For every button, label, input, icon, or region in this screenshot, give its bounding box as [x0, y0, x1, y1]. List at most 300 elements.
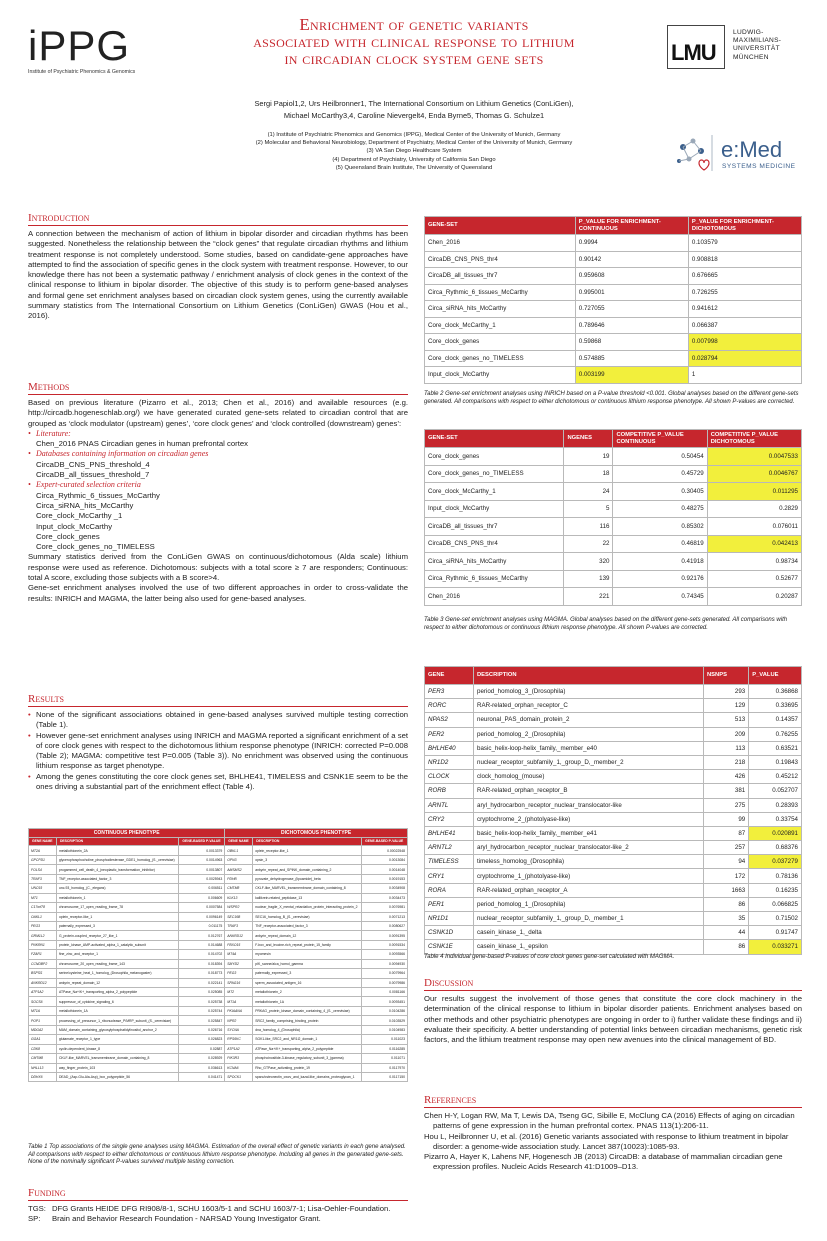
ippg-logo-subtitle: Institute of Psychiatric Phenomics & Genomics [28, 69, 136, 75]
table1-cell: 0.006511 [179, 884, 225, 893]
table1-caption: Table 1 Top associations of the single gene analyses using MAGMA. Estimation of the overall effect of genetic variants in each gene analysed. All comparisons with respect to either dichotomous or continuous lithium response phenotype. Including all genes in the generated gene-sets. None of the nominally significant P-values survived multiple testing correction. [28, 1144, 406, 1166]
table1-cell: unc-93_homolog_(C._elegans) [56, 884, 178, 893]
table1-cell: SOCS6 [29, 997, 57, 1006]
table1-cell: 0.011023 [362, 1035, 408, 1044]
table2-cell: 0.90142 [575, 251, 688, 268]
table1-cell: paternally_expressed_3 [56, 921, 178, 930]
table-row [29, 846, 408, 855]
lmu-logo-box [667, 25, 725, 69]
table2-cell: 0.066387 [688, 317, 801, 334]
gene-set-groups [28, 429, 408, 553]
group-item: Circa_siRNA_hits_McCarthy [36, 500, 134, 510]
table1-cell: CDK8 [29, 1044, 57, 1053]
table2-header-cell: P_VALUE FOR ENRICHMENT- DICHOTOMOUS [688, 217, 801, 235]
table4-header-row [425, 667, 802, 685]
table4-cell: cryptochrome_1_(photolyase-like) [474, 869, 704, 883]
emed-network-icon [671, 133, 713, 173]
reference-item: Hou L, Heilbronner U, et al. (2016) Genetic variants associated with response to lithium treatment in bipolar disorder: a genome-wide association study. Lancet 387(10023):1085-93. [424, 1131, 789, 1151]
table4-cell: 0.33754 [749, 812, 802, 826]
table1-cell: 0.0034908 [362, 884, 408, 893]
table4-cell: TIMELESS [425, 855, 474, 869]
table3-cell: 221 [564, 588, 613, 606]
methods-section [28, 381, 408, 604]
table1-cell: MT2A [29, 846, 57, 855]
table1-cell: OAKL1 [29, 912, 57, 921]
table1-group-right: DICHOTOMOUS PHENOTYPE [225, 829, 408, 838]
table1-cell: TRAF3 [225, 921, 253, 930]
table1-cell: C17orf78 [29, 903, 57, 912]
table1-cell: PRKAG_protein_kinase_domain_containing_4_(S._cerevisiae) [253, 1006, 362, 1015]
table-row [29, 997, 408, 1006]
group-item: Circa_Rythmic_6_tissues_McCarthy [36, 490, 160, 500]
table-row [425, 334, 802, 351]
group-item: Core_clock_McCarthy _1 [36, 511, 123, 521]
table4-cell: NR1D2 [425, 755, 474, 769]
table-row [425, 826, 802, 840]
table-row [425, 897, 802, 911]
table4-cell: 86 [703, 897, 748, 911]
table-row [425, 784, 802, 798]
table1-cell: OBKL1 [225, 846, 253, 855]
table4 [424, 666, 802, 955]
table3-header-cell: COMPETITIVE P_VALUE CONTINUOUS [613, 430, 707, 448]
table2-cell: 0.908818 [688, 251, 801, 268]
table2-cell: Circa_Rythmic_6_tissues_McCarthy [425, 284, 576, 301]
table3-cell: 0.011295 [707, 483, 801, 501]
table1-cell: SEC16B [225, 912, 253, 921]
table1-cell: 0.025085 [179, 988, 225, 997]
table1-cell: ankyrin_repeat_and_SPINK_domain_containing_2 [253, 865, 362, 874]
table-row [425, 755, 802, 769]
table-row [425, 483, 802, 501]
table-row [425, 685, 802, 699]
table3-cell: 0.20287 [707, 588, 801, 606]
lmu-text-line: LUDWIG- [733, 29, 764, 36]
table3-cell: 0.042413 [707, 535, 801, 553]
table1-cell: oplein_receptor-like_1 [253, 846, 362, 855]
table1-cell: 0.012767 [179, 931, 225, 940]
table1-header-cell: GENE-BASED P-VALUE [179, 838, 225, 846]
table4-cell: 172 [703, 869, 748, 883]
table1-cell: serine/cysteine_heat_1_homolog_(Drosophila_melanogaster) [56, 969, 178, 978]
table1-cell: 0.0013084 [362, 855, 408, 864]
table4-cell: RORA [425, 883, 474, 897]
ippg-logo [28, 22, 140, 75]
table4-cell: RORB [425, 784, 474, 798]
table2-cell: Core_clock_genes_no_TIMELESS [425, 350, 576, 367]
table-row [425, 727, 802, 741]
table4-grid [424, 666, 802, 955]
table2-cell: 0.727055 [575, 301, 688, 318]
table3-cell: 24 [564, 483, 613, 501]
table1-cell: metallothionein_2 [253, 988, 362, 997]
table1-cell: PEG3 [225, 969, 253, 978]
table-row [29, 931, 408, 940]
table1-cell: 0.0091395 [362, 931, 408, 940]
table2-cell: Input_clock_McCarthy [425, 367, 576, 384]
authors-line: Sergi Papiol1,2, Urs Heilbronner1, The International Consortium on Lithium Genetics (ConLiGen), [254, 99, 574, 108]
poster-title [205, 16, 623, 67]
lmu-text-line: MÜNCHEN [733, 53, 769, 61]
results-bullet: • Among the genes constituting the core clock genes set, BHLHE41, TIMELESS and CSNK1E seem to be the ones driving a substantial part of the enrichment effect (Table 4). [28, 772, 408, 793]
table4-cell: 381 [703, 784, 748, 798]
table2-cell: 0.676665 [688, 268, 801, 285]
table4-cell: CRY2 [425, 812, 474, 826]
table2-cell: 0.959608 [575, 268, 688, 285]
methods-enrichment-text: Gene-set enrichment analyses involved the use of two different approaches in order to cross-validate the results: INRICH and MAGMA, the latter being also used for gene-based analyses. [28, 583, 408, 603]
table2-cell: CircaDB_CNS_PNS_thr4 [425, 251, 576, 268]
emed-logo [671, 133, 811, 173]
affiliation: (5) Queensland Brain Institute, The University of Queensland [335, 164, 493, 171]
table1-cell: 0.028929 [179, 1054, 225, 1063]
table1-cell: ANKRD12 [29, 978, 57, 987]
lmu-logo-text [733, 29, 781, 62]
title-line: associated with clinical response to lithium [253, 32, 575, 51]
table1-cell: chromosome_17_open_reading_frame_78 [56, 903, 178, 912]
table2-cell: Circa_siRNA_hits_McCarthy [425, 301, 576, 318]
lmu-text-line: UNIVERSITÄT [733, 45, 780, 53]
table1-cell: metallothionein_1 [56, 893, 178, 902]
table3 [424, 429, 802, 606]
table1-cell: ATP1A2 [225, 1044, 253, 1053]
funding-heading: Funding [28, 1187, 408, 1201]
introduction-section [28, 212, 408, 322]
table-row [29, 884, 408, 893]
table2 [424, 216, 802, 384]
table-row [425, 812, 802, 826]
table4-cell: 0.78136 [749, 869, 802, 883]
table1-group-left: CONTINUOUS PHENOTYPE [29, 829, 225, 838]
table1-cell: 0.0013379 [179, 846, 225, 855]
table2-cell: 0.9994 [575, 235, 688, 252]
table4-cell: 293 [703, 685, 748, 699]
table-row [425, 588, 802, 606]
table1-cell: 0.026823 [179, 1035, 225, 1044]
table1-cell: 0.0081166 [362, 988, 408, 997]
table-row [425, 699, 802, 713]
table4-cell: 0.36868 [749, 685, 802, 699]
lmu-text-line: MAXIMILIANS- [733, 37, 782, 45]
table2-cell: 1 [688, 367, 801, 384]
table1-cell: sparc/osteonectin_cwcv_and_kazal-like_domains_proteoglycan_1 [253, 1072, 362, 1081]
funding-section [28, 1187, 408, 1225]
table1-cell: 0.022141 [179, 978, 225, 987]
group-label: • Expert-curated selection criteria [28, 480, 408, 490]
table2-header-cell: GENE-SET [425, 217, 576, 235]
table3-cell: 0.92176 [613, 570, 707, 588]
table4-cell: BHLHE40 [425, 741, 474, 755]
table4-cell: 209 [703, 727, 748, 741]
table4-cell: 0.68376 [749, 841, 802, 855]
table-row [425, 317, 802, 334]
table3-cell: 116 [564, 518, 613, 536]
table-row [425, 883, 802, 897]
table-row [425, 570, 802, 588]
table2-cell: 0.028794 [688, 350, 801, 367]
table1-cell: 0.0096149 [179, 912, 225, 921]
table4-cell: basic_helix-loop-helix_family,_member_e41 [474, 826, 704, 840]
table4-cell: 0.76255 [749, 727, 802, 741]
table1-cell: SRC2_family_comprising_binding_protein [253, 1016, 362, 1025]
table-row [425, 798, 802, 812]
table4-cell: 0.63521 [749, 741, 802, 755]
table4-header-cell: GENE [425, 667, 474, 685]
table1-cell: 0.025738 [179, 997, 225, 1006]
table1-cell: 0.0013807 [179, 865, 225, 874]
table3-cell: Core_clock_genes [425, 448, 564, 466]
table1-cell: dna_homolog_4_(Drosophila) [253, 1025, 362, 1034]
table3-cell: 18 [564, 465, 613, 483]
table3-cell: 0.0046767 [707, 465, 801, 483]
table1-cell: cyclin-dependent_kinase_8 [56, 1044, 178, 1053]
table1-cell: SEC16_homolog_B_(S._cerevisiae) [253, 912, 362, 921]
table1-cell: 0.025744 [179, 1006, 225, 1015]
table3-cell: Core_clock_genes_no_TIMELESS [425, 465, 564, 483]
results-bullet: • None of the significant associations obtained in gene-based analyses survived multiple testing correction (Table 1). [28, 710, 408, 731]
table1-cell: GPCPD1 [29, 855, 57, 864]
table-row [29, 1072, 408, 1081]
table3-caption: Table 3 Gene-set enrichment analyses using MAGMA. Global analyses based on the different gene-sets generated. All comparisons with respect to either dichotomous or continuous lithium response phenotype. All shown P-values are corrected. [424, 617, 788, 631]
table1-cell: TRAF3 [29, 874, 57, 883]
table1-cell: OPN3 [225, 855, 253, 864]
table-row [425, 940, 802, 954]
group-item: CircaDB_CNS_PNS_threshold_4 [36, 459, 150, 469]
introduction-text: A connection between the mechanism of action of lithium in bipolar disorder and circadian rhythms has been suggested. Nonetheless the relationship between the “clock genes” that regulate circadian rhythms and lithium treatment response is not completely understood. Some studies, based on candidate-gene approaches have attempted to find the association of specific genes in the clock system with treatment response. However, to our knowledge there has not been a systematic pathway / enrichment analysis of clock genes in the context of the clinical response to lithium in bipolar disorder. The objective of this study is to perform gene-based analyses and formal gene set enrichment analyses based on circadian clock system genes, using the currently available summary statistics from The International Consortium on Lithium Genetics (ConLiGen) GWAS (Hou et al., 2016). [28, 229, 408, 321]
table1-cell: 0.0104983 [362, 1025, 408, 1034]
table-row [29, 1054, 408, 1063]
table1-cell: ATPase_Na+/K+_transporting_alpha_2_polypeptide [253, 1044, 362, 1053]
table1-cell: ANKRD12 [225, 931, 253, 940]
table4-cell: timeless_homolog_(Drosophila) [474, 855, 704, 869]
table-row [29, 1063, 408, 1072]
reference-item: Chen H-Y, Logan RW, Ma T, Lewis DA, Tseng GC, Sibille E, McClung CA (2016) Effects of aging on circadian patterns of gene expression in the human prefrontal cortex. PNAS 113(1):206-11. [424, 1111, 795, 1131]
table1-cell: PDHB [225, 874, 253, 883]
table4-cell: neuronal_PAS_domain_protein_2 [474, 713, 704, 727]
table3-cell: 139 [564, 570, 613, 588]
table1-cell: SPOCK1 [225, 1072, 253, 1081]
table3-cell: 0.50454 [613, 448, 707, 466]
table4-cell: basic_helix-loop-helix_family,_member_e40 [474, 741, 704, 755]
table1-cell: pyruvate_dehydrogenase_(lipoamide)_beta [253, 874, 362, 883]
table1-cell: phosphoinositide-3-kinase_regulatory_subunit_3_(gamma) [253, 1054, 362, 1063]
table4-cell: 0.052707 [749, 784, 802, 798]
table2-cell: 0.007998 [688, 334, 801, 351]
table1-cell: ATPase_Na+/K+_transporting_alpha_2_polypeptide [56, 988, 178, 997]
table2-cell: 0.574885 [575, 350, 688, 367]
table3-cell: 19 [564, 448, 613, 466]
table4-cell: RAR-related_orphan_receptor_B [474, 784, 704, 798]
table1-cell: SYCNA [225, 1025, 253, 1034]
table4-header-cell: P_VALUE [749, 667, 802, 685]
table2-cell: 0.995001 [575, 284, 688, 301]
table4-cell: 113 [703, 741, 748, 755]
table1-cell: MT1A [225, 997, 253, 1006]
table3-cell: CircaDB_all_tissues_thr7 [425, 518, 564, 536]
table1-cell: nuclear_fragile_X_mental_retardation_protein_interacting_protein_2 [253, 903, 362, 912]
table1-cell: 0.014702 [179, 950, 225, 959]
table1-cell: PKIAANA [225, 1006, 253, 1015]
funding-value: DFG Grants HEIDE DFG RI908/8-1, SCHU 1603/5-1 and SCHU 1603/7-1; Lisa-Oehler-Foundation. [52, 1204, 391, 1213]
affiliation: (1) Institute of Psychiatric Phenomics and Genomics (IPPG), Medical Center of the University of Munich, Germany [267, 132, 561, 138]
table1-cell: MT4A [225, 950, 253, 959]
table1-cell: AMSMS2 [225, 865, 253, 874]
table-row [425, 855, 802, 869]
funding-key: SP: [28, 1214, 41, 1224]
discussion-heading: Discussion [424, 977, 802, 991]
table1-cell: 0.0091534 [362, 940, 408, 949]
table-row [425, 268, 802, 285]
table-row [29, 912, 408, 921]
table1-cell: suppressor_of_cytokine_signaling_6 [56, 997, 178, 1006]
methods-summary-text: Summary statistics derived from the ConLiGen GWAS on continuous/dichotomous (Alda scale) lithium response were used as reference. Dichotomous: subjects with a total score ≥ 7 are responders; Continuous: total A score, excluding those subjects with a B score>4. [28, 552, 408, 583]
table1-cell: 0.0014048 [362, 865, 408, 874]
table2-cell: Core_clock_genes [425, 334, 576, 351]
table4-cell: 426 [703, 770, 748, 784]
group-label: • Databases containing information on circadian genes [28, 449, 408, 459]
affiliation: (2) Molecular and Behavioral Neurobiology, Department of Psychiatry, Medical Center of the University of Munich, Germany [255, 140, 573, 147]
table1-header-cell: GENE NAME [225, 838, 253, 846]
table4-cell: nuclear_receptor_subfamily_1,_group_D,_member_1 [474, 912, 704, 926]
table4-cell: 0.28393 [749, 798, 802, 812]
table1-cell: WSPR2 [225, 903, 253, 912]
discussion-section [424, 977, 802, 1045]
group-item: Input_clock_McCarthy [36, 521, 113, 531]
table1-cell: 0.018773 [179, 969, 225, 978]
table2-cell: CircaDB_all_tissues_thr7 [425, 268, 576, 285]
table-row [425, 251, 802, 268]
affiliation: (3) VA San Diego Healthcare System [366, 148, 462, 155]
table1-cell: CKLF-like_MARVEL_transmembrane_domain_containing_8 [253, 884, 362, 893]
table1-cell: ankyrin_repeat_domain_12 [253, 931, 362, 940]
table-row [29, 950, 408, 959]
table1-cell: processing_of_precursor_1_ribonuclease_P/MRP_subunit_(S._cerevisiae) [56, 1016, 178, 1025]
table1-cell: 0.036613 [179, 1063, 225, 1072]
table4-cell: 1663 [703, 883, 748, 897]
table1-cell: 0.018394 [179, 959, 225, 968]
table1-cell: GRM1L2 [29, 931, 57, 940]
authors [205, 98, 623, 122]
table1-cell: 0.00022548 [362, 846, 408, 855]
table1-cell: oplein_receptor-like_1 [56, 912, 178, 921]
table4-cell: NPAS2 [425, 713, 474, 727]
table3-cell: 0.0047533 [707, 448, 801, 466]
table1-cell: POP1 [29, 1016, 57, 1025]
funding-key: TGS: [28, 1204, 46, 1213]
table1-cell: SPAG16 [225, 978, 253, 987]
emed-subtitle: SYSTEMS MEDICINE [722, 163, 796, 170]
references-section [424, 1094, 802, 1173]
results-section [28, 693, 408, 792]
table3-cell: 0.41918 [613, 553, 707, 571]
table4-cell: PER1 [425, 897, 474, 911]
table3-cell: 22 [564, 535, 613, 553]
table4-cell: 0.45212 [749, 770, 802, 784]
table4-cell: ARNTL2 [425, 841, 474, 855]
results-heading: Results [28, 693, 408, 707]
table3-cell: 0.076011 [707, 518, 801, 536]
table-row [29, 959, 408, 968]
table1-cell: RPS6KC [225, 1035, 253, 1044]
table4-cell: 0.16235 [749, 883, 802, 897]
table1-cell: 0.0093451 [362, 997, 408, 1006]
table4-cell: CLOCK [425, 770, 474, 784]
table1-cell: DDHX6 [29, 1072, 57, 1081]
table1-cell: metallothionein_2A [56, 846, 178, 855]
table1-cell: ankyrin_repeat_domain_12 [56, 978, 178, 987]
table3-cell: 0.52677 [707, 570, 801, 588]
group-label: • Literature: [28, 429, 408, 439]
table1-cell: GGA1 [29, 1035, 57, 1044]
table1-grid [28, 828, 408, 1082]
table-row [29, 1016, 408, 1025]
table2-cell: 0.726255 [688, 284, 801, 301]
table4-cell: 35 [703, 912, 748, 926]
table1-cell: 0.0071213 [362, 912, 408, 921]
table3-cell: 0.2829 [707, 500, 801, 518]
table1-cell: G_protein-coupled_receptor_27_like_1 [56, 931, 178, 940]
emed-wordmark: e:Med [721, 137, 783, 162]
discussion-text: Our results suggest the involvement of those genes that constitute the core clock machinery in the determination of the clinical response to lithium in bipolar disorder patients. Enrichment analyses based on other methods and other psychiatric phenotypes are ongoing in order to i) further validate these findings and ii) evaluate their specificity. A better understanding of potential links between circadian mechanisms, genetic risk factors, and the lithium treatment response may open new avenues into the clinical management of BD. [424, 994, 802, 1045]
table-row [425, 713, 802, 727]
table2-header-row [425, 217, 802, 235]
table2-cell: 0.789646 [575, 317, 688, 334]
introduction-heading: Introduction [28, 212, 408, 226]
table1-cell: PNKRN1 [29, 940, 57, 949]
table1-cell: NHLL13 [29, 1063, 57, 1072]
table1-cell: 0.006609 [179, 893, 225, 902]
title-line: Enrichment of genetic variants [299, 15, 529, 34]
table2-grid [424, 216, 802, 384]
funding-row [28, 1214, 408, 1224]
table4-cell: PER3 [425, 685, 474, 699]
table3-cell: Core_clock_McCarthy_1 [425, 483, 564, 501]
table3-cell: Chen_2016 [425, 588, 564, 606]
table1-cell: PEG3 [29, 921, 57, 930]
funding-row [28, 1204, 408, 1214]
table1-cell: FOLS4 [29, 865, 57, 874]
table-row [425, 535, 802, 553]
table-row [29, 855, 408, 864]
table-row [425, 350, 802, 367]
table4-header-cell: DESCRIPTION [474, 667, 704, 685]
table3-cell: Input_clock_McCarthy [425, 500, 564, 518]
table1-cell: 0.02887 [179, 1044, 225, 1053]
table4-cell: clock_homolog_(mouse) [474, 770, 704, 784]
table-row [425, 284, 802, 301]
group-item: Core_clock_genes_no_TIMELESS [36, 542, 155, 552]
table1-cell: NPR2 [225, 1016, 253, 1025]
table3-grid [424, 429, 802, 606]
lmu-logo [667, 25, 807, 69]
table1-cell: metallothionein_1A [253, 997, 362, 1006]
table1-cell: MAM_domain_containing_glycosylphosphatidylinositol_anchor_2 [56, 1025, 178, 1034]
table4-cell: 0.19843 [749, 755, 802, 769]
table-row [29, 978, 408, 987]
table1-cell: opsin_3 [253, 855, 362, 864]
table-row [425, 367, 802, 384]
table4-cell: ARNTL [425, 798, 474, 812]
table4-cell: 94 [703, 855, 748, 869]
table1-cell: 0.0007584 [179, 903, 225, 912]
table4-cell: aryl_hydrocarbon_receptor_nuclear_translocator-like_2 [474, 841, 704, 855]
title-line: in circadian clock system gene sets [284, 49, 544, 68]
table1-cell: myomesin [253, 950, 362, 959]
table4-cell: 0.14357 [749, 713, 802, 727]
authors-line: Michael McCarthy3,4, Caroline Nievergelt4, Enda Byrne5, Thomas G. Schulze1 [283, 111, 545, 120]
table-row [425, 465, 802, 483]
table4-caption: Table 4 Individual gene-based P-values of core clock genes gene-set calculated with MAGMA. [424, 954, 675, 960]
table1 [28, 828, 408, 1082]
